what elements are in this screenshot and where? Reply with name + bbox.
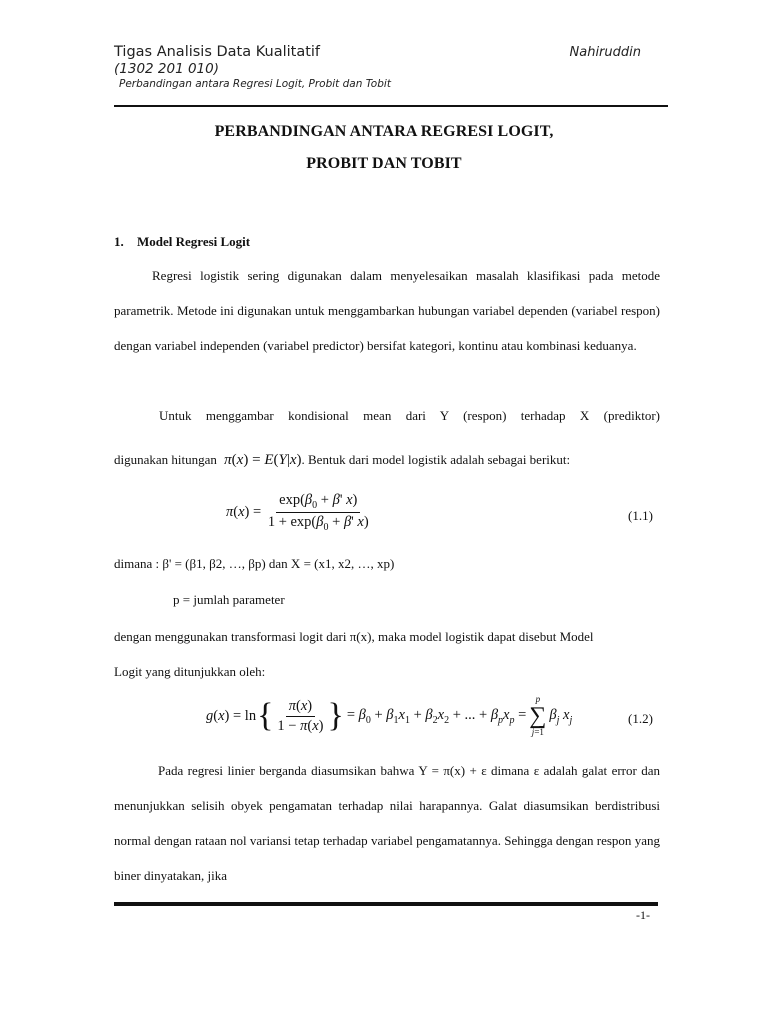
paragraph-3-line1: dengan menggunakan transformasi logit dari π(x), maka model logistik dapat disebut Model [114, 629, 594, 644]
header-subtitle: Perbandingan antara Regresi Logit, Probit dan Tobit [119, 78, 391, 90]
paragraph-4 [114, 753, 660, 893]
paragraph-1 [114, 258, 660, 363]
header-title: Tigas Analisis Data Kualitatif [114, 44, 321, 60]
equation-1-2-number: (1.2) [628, 711, 653, 726]
header-rule [114, 105, 668, 107]
inline-formula-pi-x: π(x) = E(Y|x) [224, 452, 302, 468]
paragraph-1-text: Regresi logistik sering digunakan dalam menyelesaikan masalah klasifikasi pada metode parametrik. Metode ini digunakan untuk menggambarkan hubungan variabel dependen (variabel respon) dengan variabel independen (variabel predictor) bersifat kategori, kontinu atau kombinasi keduanya. [114, 268, 660, 353]
section-number: 1. [114, 234, 124, 249]
header-student-id: (1302 201 010) [114, 61, 220, 77]
equation-1-1: π(x) = $\frac{\exp(\beta_0 + \beta' x)}{1 + \exp(\beta_0 + \beta' x)}$ [226, 492, 369, 533]
paragraph-2-after-formula: . Bentuk dari model logistik adalah sebagai berikut: [301, 452, 571, 467]
paragraph-3-line2: Logit yang ditunjukkan oleh: [114, 664, 266, 679]
paragraph-2 [114, 398, 660, 433]
section-title: Model Regresi Logit [137, 234, 251, 249]
paragraph-2-line2 [114, 452, 570, 469]
equation-1-2: g(x) = ln { $\frac{\pi(x)}{1 - \pi(x)}$ } = $\beta_0 + \beta_1x_1 + \beta_2x_2$ + ... + $\beta_px_p$ = p ∑ j=1 $\beta_j$ $x_j$ [206, 694, 573, 737]
parameter-definition: p = jumlah parameter [173, 592, 285, 607]
document-title-line2: PROBIT DAN TOBIT [306, 155, 462, 172]
page-header [114, 44, 641, 90]
section-heading [114, 234, 250, 250]
paragraph-2-text: Untuk menggambar kondisional mean dari Y (respon) terhadap X (prediktor) [159, 408, 660, 423]
header-author: Nahiruddin [569, 45, 641, 60]
paragraph-2-before-formula: digunakan hitungan [114, 452, 217, 467]
page-number: -1- [636, 908, 650, 922]
footer-rule [114, 902, 658, 906]
equation-1-1-number: (1.1) [628, 508, 653, 523]
paragraph-4-text: Pada regresi linier berganda diasumsikan bahwa Y = π(x) + ε dimana ε adalah galat error dan menunjukkan selisih obyek pengamatan terhadap nilai harapannya. Galat diasumsikan berdistribusi normal dengan rataan nol variansi tetap terhadap variabel pengamatannya. Sehingga dengan respon yang biner dinyatakan, jika [114, 763, 660, 883]
document-title-line1: PERBANDINGAN ANTARA REGRESI LOGIT, [214, 123, 554, 140]
beta-definition: dimana : β' = (β1, β2, …, βp) dan X = (x1, x2, …, xp) [114, 556, 395, 571]
